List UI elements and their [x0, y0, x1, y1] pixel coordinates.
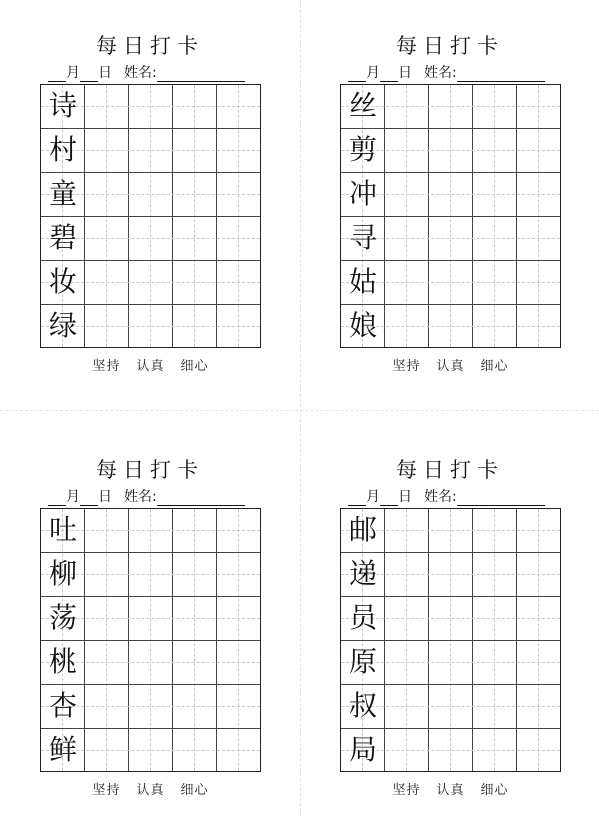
practice-cell[interactable] — [429, 129, 473, 173]
name-blank[interactable] — [457, 67, 545, 82]
practice-cell[interactable] — [517, 217, 561, 261]
model-character: 妆 — [48, 265, 77, 298]
practice-cell[interactable] — [173, 553, 217, 597]
writing-grid — [40, 84, 261, 348]
practice-cell[interactable] — [385, 85, 429, 129]
model-character: 员 — [348, 601, 377, 634]
practice-cell[interactable] — [517, 509, 561, 553]
motto-word: 细心 — [180, 359, 209, 374]
practice-cell[interactable] — [173, 729, 217, 773]
practice-cell[interactable] — [217, 129, 261, 173]
model-character: 村 — [48, 133, 77, 166]
practice-cell[interactable] — [85, 261, 129, 305]
card-title: 每日打卡 — [96, 458, 204, 482]
practice-cell[interactable] — [85, 305, 129, 349]
practice-cell[interactable] — [517, 641, 561, 685]
practice-cell[interactable] — [429, 509, 473, 553]
practice-cell[interactable] — [173, 261, 217, 305]
motto-word: 坚持 — [92, 783, 121, 798]
practice-cell[interactable] — [385, 597, 429, 641]
motto-line — [340, 355, 561, 374]
practice-cell[interactable] — [517, 305, 561, 349]
practice-cell[interactable] — [173, 597, 217, 641]
practice-cell[interactable] — [173, 685, 217, 729]
motto-line — [40, 355, 261, 374]
motto-word: 坚持 — [92, 359, 121, 374]
practice-cell[interactable] — [85, 129, 129, 173]
practice-cell[interactable] — [429, 553, 473, 597]
model-character: 童 — [48, 177, 77, 210]
model-character: 邮 — [348, 513, 377, 546]
practice-cell[interactable] — [173, 305, 217, 349]
practice-cell[interactable] — [129, 129, 173, 173]
practice-cell[interactable] — [473, 85, 517, 129]
practice-cell[interactable] — [385, 553, 429, 597]
practice-cell[interactable] — [385, 685, 429, 729]
practice-cell[interactable] — [429, 641, 473, 685]
motto-line — [340, 779, 561, 798]
practice-cell[interactable] — [429, 85, 473, 129]
card-title: 每日打卡 — [396, 34, 504, 58]
practice-cell[interactable] — [217, 173, 261, 217]
practice-cell[interactable] — [517, 261, 561, 305]
model-character: 娘 — [348, 309, 377, 342]
practice-cell[interactable] — [129, 685, 173, 729]
day-blank[interactable] — [380, 491, 398, 506]
practice-cell[interactable] — [385, 729, 429, 773]
day-label: 日 — [98, 489, 112, 505]
practice-card — [340, 424, 599, 824]
practice-card — [40, 0, 300, 400]
practice-cell[interactable] — [129, 85, 173, 129]
card-title: 每日打卡 — [396, 458, 504, 482]
page-divider-horizontal — [0, 410, 599, 411]
practice-cell[interactable] — [217, 729, 261, 773]
model-character: 碧 — [48, 221, 77, 254]
day-blank[interactable] — [80, 491, 98, 506]
model-character: 鲜 — [48, 733, 77, 766]
practice-cell[interactable] — [85, 509, 129, 553]
practice-cell[interactable] — [473, 173, 517, 217]
day-label: 日 — [398, 489, 412, 505]
date-name-line — [48, 486, 278, 506]
practice-cell[interactable] — [473, 305, 517, 349]
practice-cell[interactable] — [85, 641, 129, 685]
practice-cell[interactable] — [517, 129, 561, 173]
day-blank[interactable] — [80, 67, 98, 82]
practice-cell[interactable] — [385, 173, 429, 217]
motto-word: 认真 — [436, 359, 465, 374]
model-character: 姑 — [348, 265, 377, 298]
practice-cell[interactable] — [217, 641, 261, 685]
practice-cell[interactable] — [85, 85, 129, 129]
month-label: 月 — [66, 489, 80, 505]
model-character: 剪 — [348, 133, 377, 166]
practice-cell[interactable] — [85, 173, 129, 217]
motto-word: 坚持 — [392, 359, 421, 374]
month-blank[interactable] — [348, 491, 366, 506]
month-blank[interactable] — [48, 67, 66, 82]
practice-cell[interactable] — [473, 509, 517, 553]
practice-cell[interactable] — [173, 641, 217, 685]
motto-word: 细心 — [180, 783, 209, 798]
writing-grid — [340, 508, 561, 772]
model-character: 吐 — [48, 513, 77, 546]
practice-cell[interactable] — [85, 597, 129, 641]
practice-cell[interactable] — [129, 217, 173, 261]
practice-cell[interactable] — [129, 553, 173, 597]
practice-cell[interactable] — [517, 597, 561, 641]
writing-grid — [40, 508, 261, 772]
practice-cell[interactable] — [473, 217, 517, 261]
practice-cell[interactable] — [85, 217, 129, 261]
model-character: 桃 — [48, 645, 77, 678]
model-character: 冲 — [348, 177, 377, 210]
practice-cell[interactable] — [385, 129, 429, 173]
practice-card — [340, 0, 599, 400]
date-name-line — [348, 62, 578, 82]
month-label: 月 — [366, 489, 380, 505]
practice-cell[interactable] — [217, 553, 261, 597]
practice-cell[interactable] — [129, 261, 173, 305]
practice-cell[interactable] — [473, 597, 517, 641]
model-character: 杏 — [48, 689, 77, 722]
practice-cell[interactable] — [129, 173, 173, 217]
practice-cell[interactable] — [429, 173, 473, 217]
motto-line — [40, 779, 261, 798]
practice-cell[interactable] — [217, 509, 261, 553]
practice-cell[interactable] — [85, 685, 129, 729]
practice-cell[interactable] — [473, 685, 517, 729]
practice-cell[interactable] — [429, 261, 473, 305]
practice-cell[interactable] — [173, 129, 217, 173]
motto-word: 细心 — [480, 783, 509, 798]
name-label: 姓名: — [424, 489, 457, 505]
day-label: 日 — [98, 65, 112, 81]
practice-cell[interactable] — [473, 129, 517, 173]
practice-cell[interactable] — [85, 729, 129, 773]
model-character: 叔 — [348, 689, 377, 722]
practice-cell[interactable] — [517, 173, 561, 217]
practice-cell[interactable] — [129, 305, 173, 349]
model-character: 递 — [348, 557, 377, 590]
name-blank[interactable] — [157, 67, 245, 82]
practice-cell[interactable] — [473, 261, 517, 305]
practice-cell[interactable] — [217, 305, 261, 349]
practice-cell[interactable] — [385, 509, 429, 553]
model-character: 寻 — [348, 221, 377, 254]
name-blank[interactable] — [157, 491, 245, 506]
practice-cell[interactable] — [173, 217, 217, 261]
month-label: 月 — [66, 65, 80, 81]
motto-word: 坚持 — [392, 783, 421, 798]
name-blank[interactable] — [457, 491, 545, 506]
practice-cell[interactable] — [217, 85, 261, 129]
motto-word: 细心 — [480, 359, 509, 374]
model-character: 荡 — [48, 601, 77, 634]
practice-cell[interactable] — [217, 217, 261, 261]
practice-cell[interactable] — [173, 509, 217, 553]
writing-grid — [340, 84, 561, 348]
month-label: 月 — [366, 65, 380, 81]
model-character: 诗 — [48, 89, 77, 122]
card-title: 每日打卡 — [96, 34, 204, 58]
practice-cell[interactable] — [517, 729, 561, 773]
practice-cell[interactable] — [429, 729, 473, 773]
practice-cell[interactable] — [517, 685, 561, 729]
practice-cell[interactable] — [473, 729, 517, 773]
practice-cell[interactable] — [429, 305, 473, 349]
practice-cell[interactable] — [385, 261, 429, 305]
practice-cell[interactable] — [129, 641, 173, 685]
motto-word: 认真 — [436, 783, 465, 798]
motto-word: 认真 — [136, 783, 165, 798]
practice-cell[interactable] — [473, 553, 517, 597]
practice-cell[interactable] — [217, 261, 261, 305]
date-name-line — [348, 486, 578, 506]
practice-cell[interactable] — [429, 217, 473, 261]
model-character: 绿 — [48, 309, 77, 342]
name-label: 姓名: — [124, 65, 157, 81]
practice-cell[interactable] — [129, 509, 173, 553]
practice-cell[interactable] — [129, 597, 173, 641]
day-label: 日 — [398, 65, 412, 81]
practice-cell[interactable] — [173, 173, 217, 217]
practice-cell[interactable] — [429, 685, 473, 729]
practice-cell[interactable] — [385, 641, 429, 685]
page-divider-vertical — [300, 0, 301, 816]
practice-cell[interactable] — [385, 217, 429, 261]
model-character: 柳 — [48, 557, 77, 590]
model-character: 局 — [348, 733, 377, 766]
practice-cell[interactable] — [129, 729, 173, 773]
practice-cell[interactable] — [429, 597, 473, 641]
practice-cell[interactable] — [473, 641, 517, 685]
practice-cell[interactable] — [173, 85, 217, 129]
motto-word: 认真 — [136, 359, 165, 374]
model-character: 原 — [348, 645, 377, 678]
practice-card — [40, 424, 300, 824]
practice-cell[interactable] — [517, 553, 561, 597]
practice-cell[interactable] — [385, 305, 429, 349]
practice-cell[interactable] — [85, 553, 129, 597]
name-label: 姓名: — [424, 65, 457, 81]
month-blank[interactable] — [48, 491, 66, 506]
month-blank[interactable] — [348, 67, 366, 82]
day-blank[interactable] — [380, 67, 398, 82]
practice-cell[interactable] — [217, 597, 261, 641]
practice-cell[interactable] — [217, 685, 261, 729]
name-label: 姓名: — [124, 489, 157, 505]
date-name-line — [48, 62, 278, 82]
model-character: 丝 — [348, 89, 377, 122]
practice-cell[interactable] — [517, 85, 561, 129]
